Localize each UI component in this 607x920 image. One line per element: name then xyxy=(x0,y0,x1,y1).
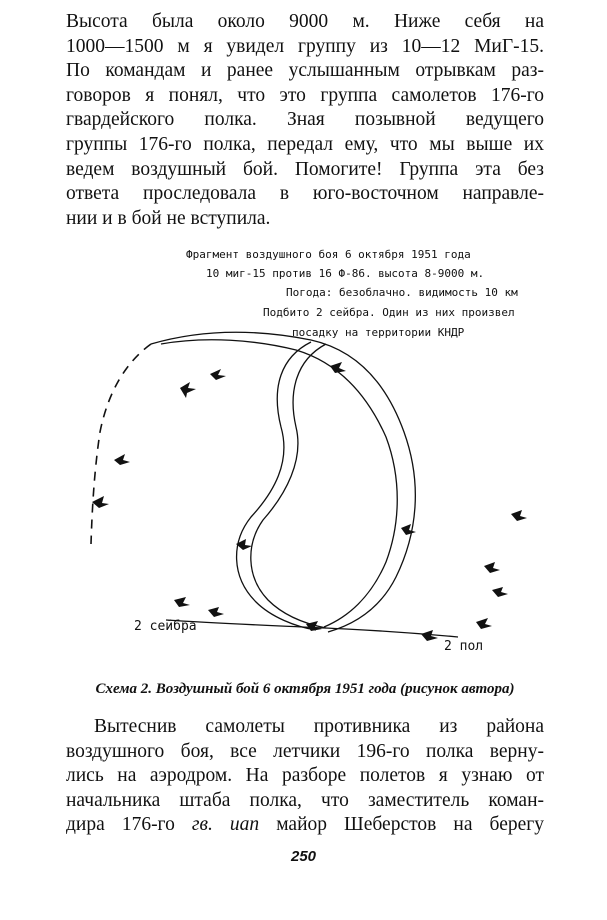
aircraft-icon xyxy=(330,362,346,373)
text-line: говоров я понял, что это группа самолетов 176-го xyxy=(66,84,544,106)
figure-note: 10 миг-15 против 16 Ф-86. высота 8-9000 м. xyxy=(206,267,485,280)
text-line: Высота была около 9000 м. Ниже себя на xyxy=(66,11,544,32)
aircraft-icon xyxy=(114,454,130,465)
aircraft-icon xyxy=(92,496,109,508)
paragraph-1 xyxy=(66,10,544,231)
figure-caption: Схема 2. Воздушный бой 6 октября 1951 года (рисунок автора) xyxy=(95,681,515,697)
text-line: воздушного боя, все летчики 196-го полка верну- xyxy=(66,740,544,762)
figure-note: посадку на территории КНДР xyxy=(292,326,465,339)
text-line: ведем воздушный бой. Помогите! Группа эта без xyxy=(66,158,544,180)
figure-note: Фрагмент воздушного боя 6 октября 1951 года xyxy=(186,248,471,261)
s-curve-track xyxy=(237,342,316,630)
text-line: лись на аэродром. На разборе полетов я узнаю от xyxy=(66,765,544,787)
page-number: 250 xyxy=(290,848,317,865)
aircraft-icon xyxy=(210,369,226,380)
figure-note: Погода: безоблачно. видимость 10 км xyxy=(286,286,518,299)
label-two-regiment: 2 пол xyxy=(444,639,484,654)
abbreviation-italic: гв. иап xyxy=(191,814,260,836)
aircraft-icon xyxy=(476,618,492,629)
paragraph-2 xyxy=(66,715,544,838)
text-line: начальника штаба полка, что заместитель коман- xyxy=(66,789,544,811)
aircraft-icon xyxy=(401,524,416,535)
text-line: группы 176-го полка, передал ему, что мы выше их xyxy=(66,133,544,155)
text-line: гвардейского полка. Зная позывной ведущего xyxy=(66,109,544,131)
dashed-track xyxy=(91,344,151,544)
outer-loop-track xyxy=(151,332,415,632)
text-line: нии и в бой не вступила. xyxy=(66,207,271,229)
text-line: 1000—1500 м я увидел группу из 10—12 МиГ-15. xyxy=(66,35,544,57)
text-run: дира 176-го xyxy=(66,814,192,836)
text-run: майор Шеберстов на берегу xyxy=(259,814,545,836)
aircraft-icon xyxy=(180,382,196,398)
aircraft-icon xyxy=(492,587,508,597)
text-line: Вытеснив самолеты противника из района xyxy=(94,716,544,737)
text-line xyxy=(66,813,544,838)
aircraft-icon xyxy=(208,607,224,617)
aircraft-icon xyxy=(484,562,500,573)
air-battle-diagram xyxy=(56,232,556,662)
flight-tracks xyxy=(91,332,458,637)
label-two-sabres: 2 сейбра xyxy=(134,619,197,634)
aircraft xyxy=(92,362,527,641)
text-line: По командам и ранее услышанным отрывкам раз- xyxy=(66,60,544,82)
text-line: ответа проследовала в юго-восточном направле- xyxy=(66,183,544,205)
s-curve-track-2 xyxy=(251,344,326,628)
aircraft-icon xyxy=(174,597,190,607)
figure-note: Подбито 2 сейбра. Один из них произвел xyxy=(263,306,515,319)
aircraft-icon xyxy=(511,510,527,521)
